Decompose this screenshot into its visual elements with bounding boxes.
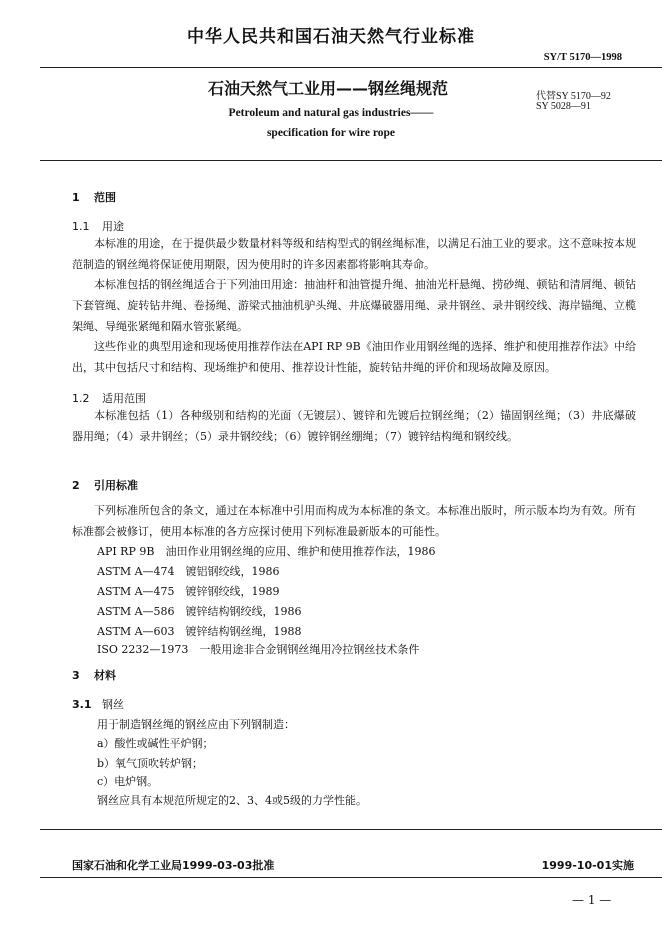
section-number: 3 xyxy=(72,669,80,682)
footer-divider-top xyxy=(40,829,662,830)
section-title: 材料 xyxy=(94,669,116,682)
document-title: 石油天然气工业用——钢丝绳规范 xyxy=(208,79,449,98)
section-1-2-heading xyxy=(72,390,146,406)
steel-mechanical-requirement: 钢丝应具有本规范所规定的2、3、4或5级的力学性能。 xyxy=(97,794,367,807)
section-3-1-heading xyxy=(72,696,124,712)
section-number: 3.1 xyxy=(72,698,92,711)
english-title-line-2: specification for wire rope xyxy=(266,127,396,139)
section-number: 2 xyxy=(72,479,80,492)
reference-item: API RP 9B 油田作业用钢丝绳的应用、维护和使用推荐作法，1986 xyxy=(97,545,436,558)
section-number: 1 xyxy=(72,191,80,204)
section-title: 引用标准 xyxy=(94,479,138,492)
section-number: 1.1 xyxy=(72,220,90,233)
section-number: 1.2 xyxy=(72,392,90,405)
section-title: 用途 xyxy=(102,220,124,233)
section-title: 范围 xyxy=(94,191,116,204)
english-title-line-1: Petroleum and natural gas industries—— xyxy=(228,107,434,119)
approval-line: 国家石油和化学工业局1999-03-03批准 xyxy=(72,859,275,872)
effective-date: 1999-10-01实施 xyxy=(541,859,634,872)
reference-item: ASTM A—474 镀铝钢绞线，1986 xyxy=(97,565,280,578)
reference-item: ASTM A—603 镀锌结构钢丝绳，1988 xyxy=(97,625,302,638)
section-1-heading xyxy=(72,189,116,205)
standard-category-title: 中华人民共和国石油天然气行业标准 xyxy=(187,27,475,47)
paragraph-purpose: 本标准的用途，在于提供最少数量材料等级和结构型式的钢丝绳标准，以满足石油工业的要求。这不意味按本规范制造的钢丝绳将保证使用期限，因为使用时的许多因素都将影响其寿命。 xyxy=(72,237,636,271)
paragraph-api-reference: 这些作业的典型用途和现场使用推荐作法在API RP 9B《油田作业用钢丝绳的选择、维护和使用推荐作法》中给出，其中包括尺寸和结构、现场维护和使用、推荐设计性能，旋转钻井绳的评价和现场故障及原因。 xyxy=(72,340,636,374)
standard-code: SY/T 5170—1998 xyxy=(543,52,622,63)
section-title: 适用范围 xyxy=(102,392,146,405)
steel-option: a）酸性或碱性平炉钢； xyxy=(97,737,214,750)
paragraph-normative-references: 下列标准所包含的条文，通过在本标准中引用而构成为本标准的条文。本标准出版时，所示版本均为有效。所有标准都会被修订，使用本标准的各方应探讨使用下列标准最新版本的可能性。 xyxy=(72,504,636,538)
title-divider xyxy=(40,160,662,161)
section-title: 钢丝 xyxy=(102,698,124,711)
replaces-standard-1: 代替SY 5170—92 xyxy=(536,91,611,102)
header-divider xyxy=(40,67,662,68)
steel-option: c）电炉钢。 xyxy=(97,775,159,788)
footer-divider-bottom xyxy=(40,877,662,878)
reference-item: ASTM A—475 镀锌钢绞线，1989 xyxy=(97,585,280,598)
section-2-heading xyxy=(72,477,138,493)
paragraph-applications: 本标准包括的钢丝绳适合于下列油田用途：抽油杆和油管提升绳、抽油光杆悬绳、捞砂绳、顿钻和清屑绳、顿钻下套管绳、旋转钻井绳、卷扬绳、游梁式抽油机驴头绳、井底爆破器用绳、录井钢丝、录井钢绞线、海岸锚绳、立榄架绳、导绳张紧绳和隔水管张紧绳。 xyxy=(72,278,636,333)
reference-item: ASTM A—586 镀锌结构钢绞线，1986 xyxy=(97,605,302,618)
steel-intro: 用于制造钢丝绳的钢丝应由下列钢制造： xyxy=(97,718,295,731)
reference-item: ISO 2232—1973 一般用途非合金钢钢丝绳用冷拉钢丝技术条件 xyxy=(97,643,420,656)
paragraph-scope: 本标准包括（1）各种级别和结构的光面（无镀层）、镀锌和先镀后拉钢丝绳；（2）锚固钢丝绳；（3）井底爆破器用绳；（4）录井钢丝；（5）录井钢绞线；（6）镀锌钢丝绷绳；（7）镀锌结构绳和钢绞线。 xyxy=(72,409,636,443)
section-1-1-heading xyxy=(72,218,124,234)
section-3-heading xyxy=(72,667,116,683)
page-number: — 1 — xyxy=(572,893,612,907)
replaces-standard-2: SY 5028—91 xyxy=(536,101,591,112)
steel-option: b）氧气顶吹转炉钢； xyxy=(97,757,204,770)
